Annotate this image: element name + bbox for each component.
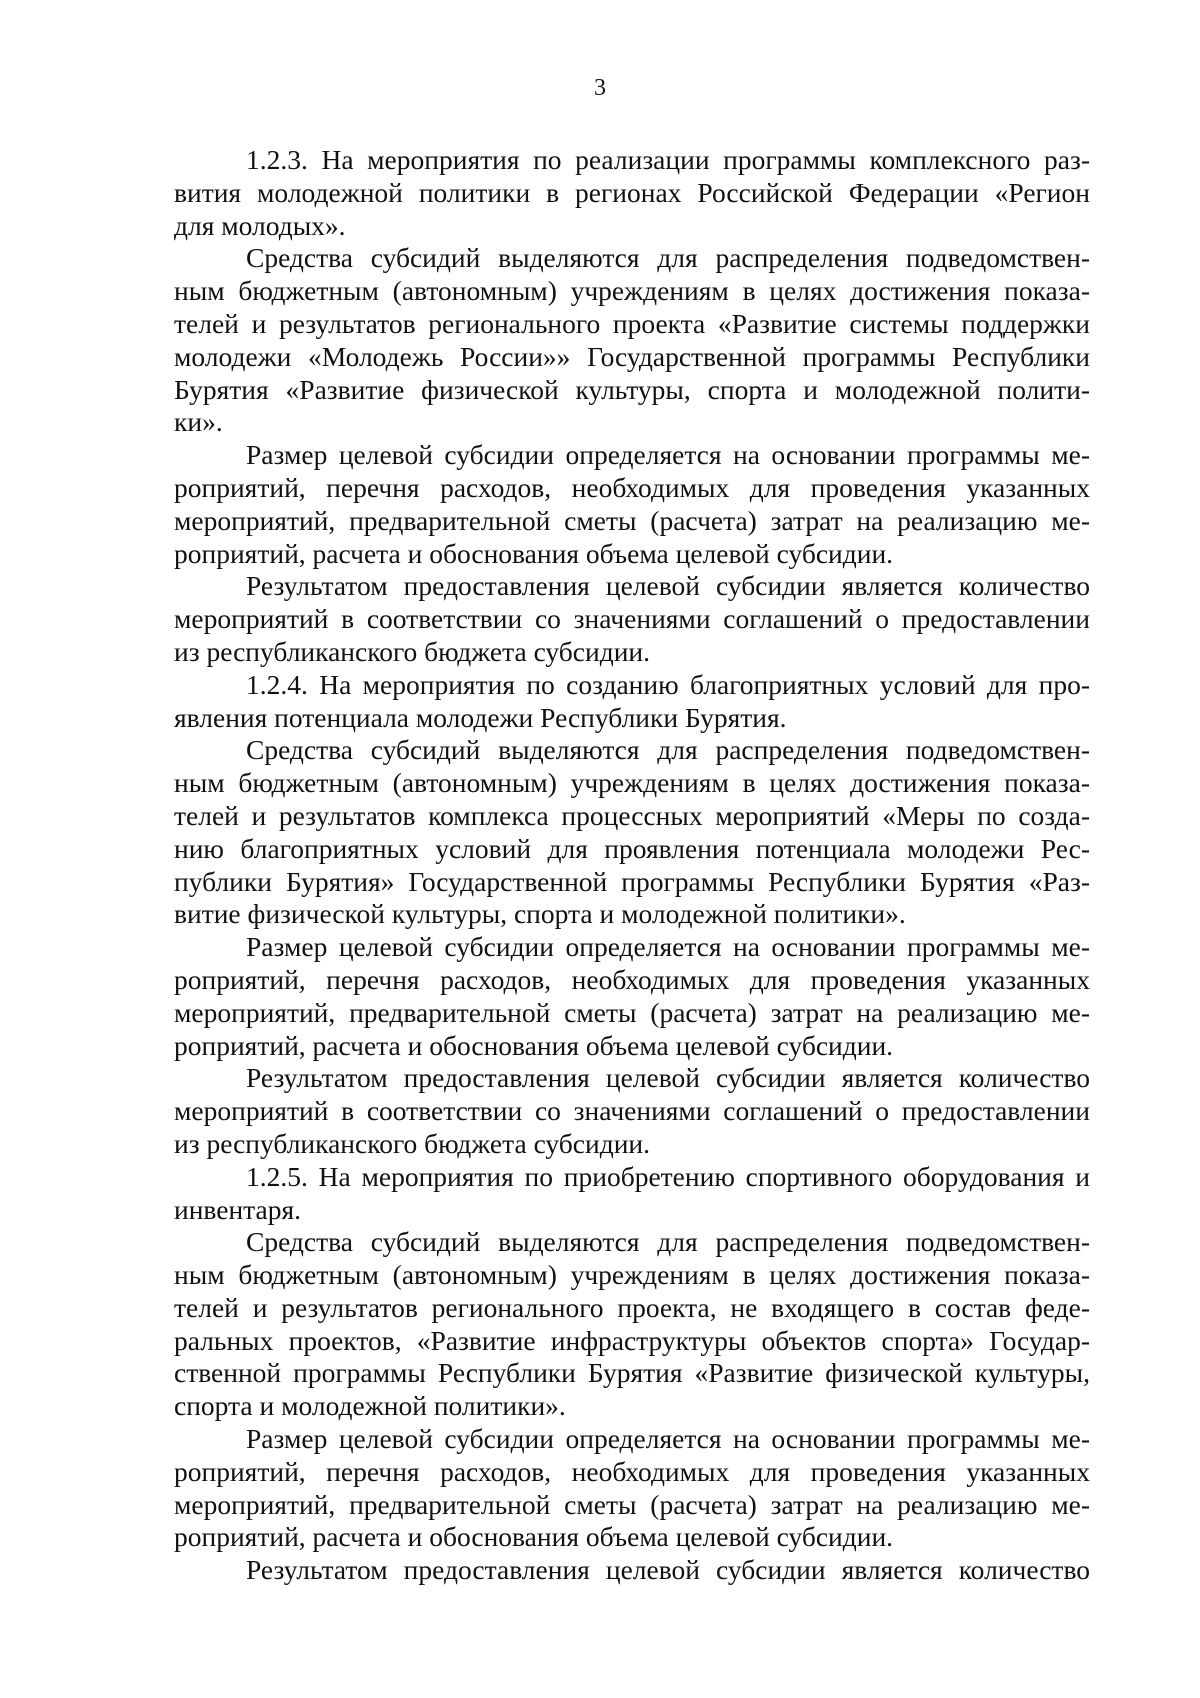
text-line: Размер целевой субсидии определяется на основании программы ме- — [246, 439, 1090, 471]
text-line: Результатом предоставления целевой субсидии является количество — [246, 570, 1090, 602]
text-line: телей и результатов комплекса процессных мероприятий «Меры по созда- — [174, 799, 1090, 831]
text-line: 1.2.5. На мероприятия по приобретению спортивного оборудования и — [246, 1160, 1090, 1192]
text-line: инвентаря. — [174, 1193, 302, 1225]
text-line: публики Бурятия» Государственной программы Республики Бурятия «Раз- — [174, 865, 1090, 897]
paragraph — [174, 439, 1090, 570]
text-line: ки». — [174, 406, 223, 438]
text-line: явления потенциала молодежи Республики Бурятия. — [174, 701, 787, 733]
text-line: роприятий, перечня расходов, необходимых для проведения указанных — [174, 471, 1090, 503]
paragraph — [174, 144, 1090, 242]
text-line: нию благоприятных условий для проявления потенциала молодежи Рес- — [174, 832, 1090, 864]
text-line: из республиканского бюджета субсидии. — [174, 635, 651, 667]
text-line: роприятий, перечня расходов, необходимых для проведения указанных — [174, 1455, 1090, 1487]
paragraph — [174, 570, 1090, 668]
paragraph — [174, 931, 1090, 1062]
text-line: Бурятия «Развитие физической культуры, спорта и молодежной полити- — [174, 373, 1090, 405]
text-line: 1.2.3. На мероприятия по реализации программы комплексного раз- — [246, 144, 1090, 175]
text-line: ственной программы Республики Бурятия «Развитие физической культуры, — [174, 1357, 1090, 1389]
text-line: мероприятий, предварительной сметы (расчета) затрат на реализацию ме- — [174, 996, 1090, 1028]
text-line: молодежи «Молодежь России»» Государственной программы Республики — [174, 340, 1090, 372]
text-line: мероприятий в соответствии со значениями соглашений о предоставлении — [174, 1095, 1090, 1127]
text-line: мероприятий в соответствии со значениями соглашений о предоставлении — [174, 603, 1090, 635]
paragraph — [174, 1161, 1090, 1227]
text-line: Размер целевой субсидии определяется на основании программы ме- — [246, 931, 1090, 963]
text-line: мероприятий, предварительной сметы (расчета) затрат на реализацию ме- — [174, 504, 1090, 536]
text-line: телей и результатов регионального проекта, не входящего в состав феде- — [174, 1291, 1090, 1323]
text-line: Результатом предоставления целевой субсидии является количество — [246, 1062, 1090, 1094]
text-line: ральных проектов, «Развитие инфраструктуры объектов спорта» Государ- — [174, 1324, 1090, 1356]
paragraph — [174, 242, 1090, 439]
paragraph — [174, 1423, 1090, 1554]
text-line: телей и результатов регионального проекта «Развитие системы поддержки — [174, 307, 1090, 339]
paragraph — [174, 1554, 1090, 1587]
text-line: вития молодежной политики в регионах Российской Федерации «Регион — [174, 176, 1090, 208]
text-line: Средства субсидий выделяются для распределения подведомствен- — [246, 1226, 1090, 1258]
paragraph — [174, 1226, 1090, 1423]
paragraph — [174, 669, 1090, 735]
text-line: роприятий, расчета и обоснования объема целевой субсидии. — [174, 1029, 894, 1061]
document-body — [174, 144, 1090, 1587]
text-line: Средства субсидий выделяются для распределения подведомствен- — [246, 734, 1090, 766]
text-line: Средства субсидий выделяются для распределения подведомствен- — [246, 242, 1090, 274]
paragraph — [174, 1062, 1090, 1160]
text-line: для молодых». — [174, 209, 346, 241]
text-line: ным бюджетным (автономным) учреждениям в целях достижения показа- — [174, 275, 1090, 307]
text-line: роприятий, расчета и обоснования объема целевой субсидии. — [174, 1521, 894, 1553]
text-line: спорта и молодежной политики». — [174, 1390, 566, 1422]
text-line: Размер целевой субсидии определяется на основании программы ме- — [246, 1423, 1090, 1455]
text-line: из республиканского бюджета субсидии. — [174, 1127, 651, 1159]
text-line: Результатом предоставления целевой субсидии является количество — [246, 1554, 1090, 1586]
text-line: ным бюджетным (автономным) учреждениям в целях достижения показа- — [174, 1259, 1090, 1291]
text-line: витие физической культуры, спорта и молодежной политики». — [174, 898, 906, 930]
text-line: ным бюджетным (автономным) учреждениям в целях достижения показа- — [174, 767, 1090, 799]
page-number: 3 — [594, 75, 606, 101]
text-line: мероприятий, предварительной сметы (расчета) затрат на реализацию ме- — [174, 1488, 1090, 1520]
paragraph — [174, 734, 1090, 931]
text-line: роприятий, перечня расходов, необходимых для проведения указанных — [174, 963, 1090, 995]
text-line: 1.2.4. На мероприятия по созданию благоприятных условий для про- — [246, 668, 1090, 700]
text-line: роприятий, расчета и обоснования объема целевой субсидии. — [174, 537, 894, 569]
